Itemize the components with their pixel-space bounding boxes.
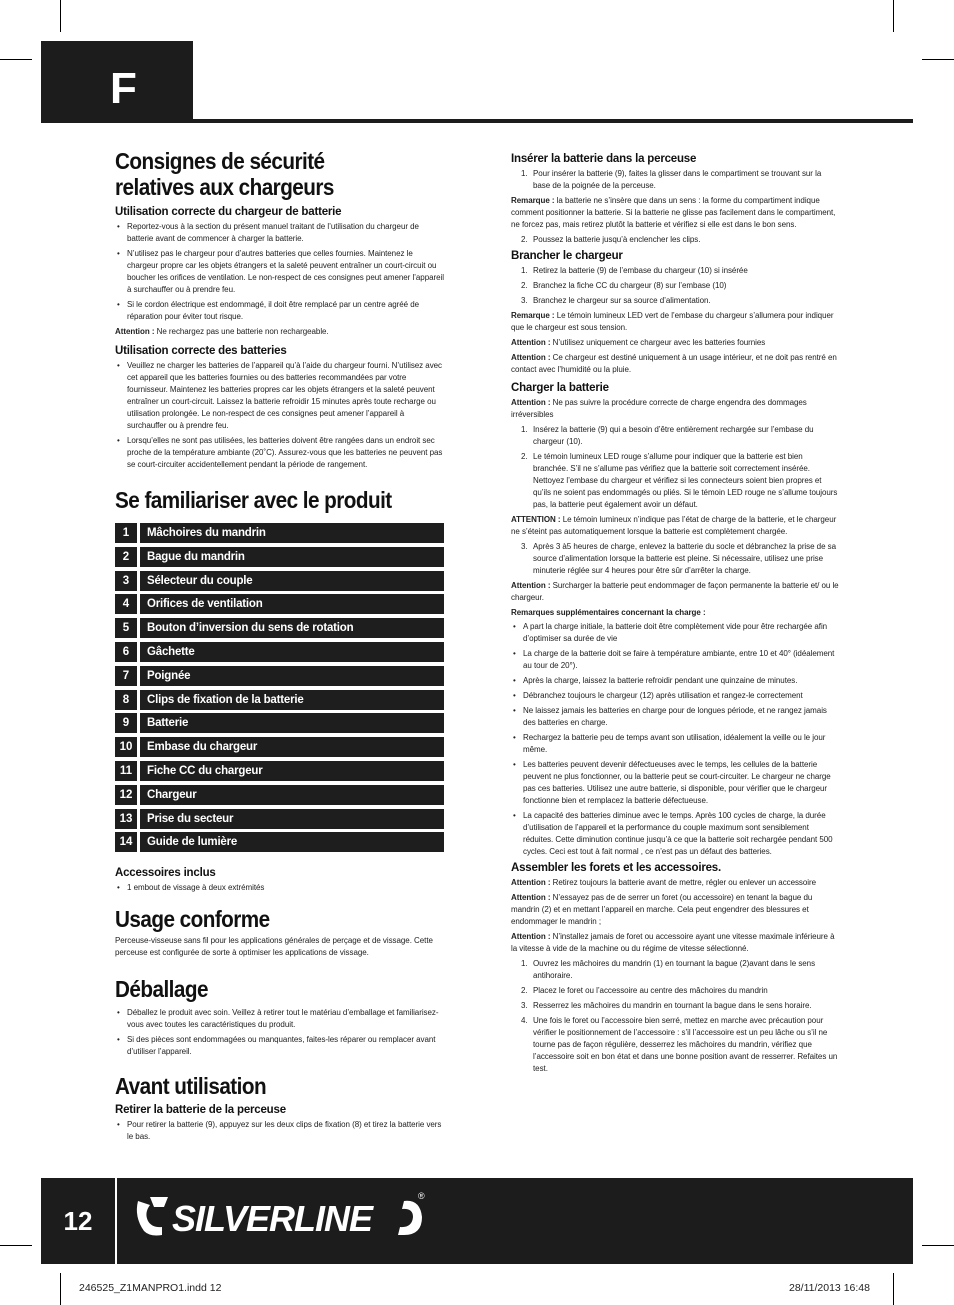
list-item: • Débranchez toujours le chargeur (12) après utilisation et rangez-le correctement <box>511 690 839 702</box>
subheading-accessories: Accessoires inclus <box>115 867 216 880</box>
heading-before-use: Avant utilisation <box>115 1073 267 1100</box>
part-row: 11 Fiche CC du chargeur <box>115 761 444 781</box>
attention-note: Attention : N’essayez pas de de serrer un foret (ou accessoire) en tenant la bague du mandrin (2) et en mettant l’appareil en marche. Cela peut engendrer des blessures et endommager le mandrin ; <box>511 893 813 926</box>
list-item: 2. Branchez la fiche CC du chargeur (8) sur l’embase (10) <box>521 281 727 290</box>
insert-steps-2 <box>511 234 839 246</box>
language-tab <box>41 41 193 123</box>
svg-text:®: ® <box>418 1191 425 1201</box>
list-item: 1. Ouvrez les mâchoires du mandrin (1) en tournant la bague (2)avant dans le sens antihoraire. <box>521 959 816 980</box>
list-item: • Après la charge, laissez la batterie refroidir pendant une quinzaine de minutes. <box>511 675 839 687</box>
subheading-insert-battery: Insérer la batterie dans la perceuse <box>511 153 697 165</box>
assemble-steps <box>511 958 839 1075</box>
remark-note: Remarque : Le témoin lumineux LED vert de l’embase du chargeur s’allumera pour indiquer que le chargeur est sous tension. <box>511 311 834 332</box>
charge-steps-3 <box>511 541 839 577</box>
part-row: 12 Chargeur <box>115 785 444 805</box>
connect-steps <box>511 265 839 307</box>
crop-mark <box>922 59 954 60</box>
attention-note: Attention : Ne pas suivre la procédure correcte de charge engendra des dommages irréversibles <box>511 398 807 419</box>
extra-bullets <box>511 621 839 858</box>
subheading-remove-battery: Retirer la batterie de la perceuse <box>115 1104 286 1117</box>
list-item: • Pour retirer la batterie (9), appuyez sur les deux clips de fixation (8) et tirez la batterie vers le bas. <box>115 1119 444 1143</box>
list-item: 1. Insérez la batterie (9) qui a besoin d’être entièrement rechargée sur l’embase du chargeur (10). <box>521 425 814 446</box>
heading-safety: Consignes de sécurité relatives aux chargeurs <box>115 148 334 200</box>
attention-note: Attention : N’installez jamais de foret ou accessoire ayant une vitesse maximale inférieure à la vitesse à vide de la machine ou du régime de vitesse sélectionné. <box>511 932 835 953</box>
part-row: 1 Mâchoires du mandrin <box>115 523 444 543</box>
attention-note: Attention : Retirez toujours la batterie avant de mettre, régler ou enlever un accessoire <box>511 878 817 887</box>
subheading-charger-use: Utilisation correcte du chargeur de batterie <box>115 206 342 218</box>
part-row: 14 Guide de lumière <box>115 832 444 852</box>
heading-usage: Usage conforme <box>115 906 270 933</box>
part-row: 6 Gâchette <box>115 642 444 662</box>
list-item: • La charge de la batterie doit se faire à température ambiante, entre 10 et 40° (idéalement au tour de 20°). <box>511 648 839 672</box>
accessory-bullets <box>115 882 444 894</box>
battery-bullets <box>115 360 444 471</box>
insert-steps <box>511 168 839 192</box>
heading-product: Se familiariser avec le produit <box>115 487 392 513</box>
attention-note: ATTENTION : Le témoin lumineux n’indique pas l’état de charge de la batterie, et le chargeur ne s’éteint pas automatiquement lorsque la batterie est complètement chargée. <box>511 515 837 536</box>
parts-list <box>115 523 444 852</box>
extra-remarks-title: Remarques supplémentaires concernant la charge : <box>511 608 706 617</box>
remove-bullets <box>115 1119 444 1143</box>
unpack-bullets <box>115 1007 444 1058</box>
crop-mark <box>0 1245 32 1246</box>
list-item: • 1 embout de vissage à deux extrémités <box>115 882 444 894</box>
crop-mark <box>60 0 61 32</box>
footer-divider <box>115 1178 117 1264</box>
part-row: 3 Sélecteur du couple <box>115 571 444 591</box>
remark-note: Remarque : la batterie ne s’insère que dans un sens : la forme du compartiment indique comment positionner la batterie. Si la batterie ne glisse pas facilement dans le compartiment, ne forcez pas, mais retirez plutôt la batterie et vérifiez si elle est dans le bon sens. <box>511 196 836 229</box>
list-item: • Déballez le produit avec soin. Veillez à retirer tout le matériau d’emballage et familiarisez-vous avec toutes les caractéristiques du produit. <box>115 1007 444 1031</box>
list-item: • La capacité des batteries diminue avec le temps. Après 100 cycles de charge, la durée d’utilisation de l’appareil et la performance du couple maximum sont sensiblement réduites. Cette diminution continue jusqu’à ce que la batterie soit rechargée pendant 500 cycles. Ceci est tout à fait normal , ce n’est pas un défaut des batteries. <box>511 810 839 858</box>
heading-unpacking: Déballage <box>115 976 208 1003</box>
list-item: • Rechargez la batterie peu de temps avant son utilisation, idéalement la veille ou le jour même. <box>511 732 839 756</box>
subheading-assemble: Assembler les forets et les accessoires. <box>511 862 721 874</box>
list-item: • Veuillez ne charger les batteries de l’appareil qu’à l’aide du chargeur fourni. N’utilisez avec cet appareil que les batteries fournies ou des batteries recommandées par votre fournisseur. Maintenez les batteries propres car les objets étrangers et la saleté peuvent entraîner un court-circuit. Laissez la batterie refroidir 15 minutes après toute recharge ou utilisation prolongée. Le non-respect de ces consignes peut amener l’appareil à surchauffer ou à prendre feu. <box>115 360 444 432</box>
right-column <box>511 152 839 1078</box>
part-row: 8 Clips de fixation de la batterie <box>115 690 444 710</box>
subheading-charge-battery: Charger la batterie <box>511 382 609 394</box>
attention-note: Attention : Surcharger la batterie peut endommager de façon permanente la batterie et/ ou le chargeur. <box>511 581 839 602</box>
list-item: • A part la charge initiale, la batterie doit être complètement vide pour être rechargée afin d’optimiser sa durée de vie <box>511 621 839 645</box>
part-row: 10 Embase du chargeur <box>115 737 444 757</box>
left-column <box>115 148 444 1146</box>
attention-note: Attention : Ce chargeur est destiné uniquement à un usage intérieur, et ne doit pas rentré en contact avec l’humidité ou la pluie. <box>511 353 837 374</box>
part-row: 13 Prise du secteur <box>115 809 444 829</box>
list-item: 4. Une fois le foret ou l’accessoire bien serré, mettez en marche avec précaution pour vérifier le positionnement de l’accessoire : s’il l’accessoire est un peu lâche ou s’il ne tourne pas de façon régulière, desserrez les mâchoires du mandrin, vérifiez que l’accessoire soit en bon état et dans une bonne position avant de resserrer. Refaites un test. <box>521 1016 838 1073</box>
list-item: • N’utilisez pas le chargeur pour d’autres batteries que celles fournies. Maintenez le chargeur propre car les objets étrangers et la saleté peuvent entraîner un court-circuit ou boucher les orifices de ventilation. Le non-respect de ces consignes peut amener l’appareil à surchauffer ou à prendre feu. <box>115 248 444 296</box>
footer-timestamp: 28/11/2013 16:48 <box>789 1282 870 1294</box>
list-item: 2. Placez le foret ou l’accessoire au centre des mâchoires du mandrin <box>521 986 768 995</box>
svg-text:SILVERLINE: SILVERLINE <box>172 1198 373 1239</box>
silverline-logo <box>132 1191 432 1248</box>
attention-note: Attention : N’utilisez uniquement ce chargeur avec les batteries fournies <box>511 338 766 347</box>
list-item: 2. Le témoin lumineux LED rouge s’allume pour indiquer que la batterie est bien branchée. S’il ne s’allume pas vérifiez que la batterie soit correctement insérée. Nettoyez l’embase du chargeur et vérifiez si les connecteurs soient bien propres et qu’ils ne soient pas endommagés ou pliés. Si le témoin LED rouge ne s’allume toujours pas, la batterie peut également avoir un défaut. <box>521 452 838 509</box>
language-letter: F <box>110 64 137 113</box>
part-row: 4 Orifices de ventilation <box>115 594 444 614</box>
crop-mark <box>893 0 894 32</box>
list-item: • Ne laissez jamais les batteries en charge pour de longues période, et ne rangez jamais des batteries en charge. <box>511 705 839 729</box>
page-number: 12 <box>63 1206 93 1236</box>
list-item: • Lorsqu’elles ne sont pas utilisées, les batteries doivent être rangées dans un endroit sec proche de la température ambiante (20˚C). Assurez-vous que les batteries ne peuvent pas se court-circuiter accidentellement pendant la période de rangement. <box>115 435 444 471</box>
charger-bullets <box>115 221 444 323</box>
list-item: 1. Retirez la batterie (9) de l’embase du chargeur (10) si insérée <box>521 266 748 275</box>
crop-mark <box>60 1273 61 1305</box>
charge-steps <box>511 424 839 511</box>
list-item: 3. Après 3 à5 heures de charge, enlevez la batterie du socle et débranchez la prise de sa source d’alimentation lorsque la batterie est pleine. Si nécessaire, utilisez une prise minuterie réglée sur 4 heures pour être sûr d’arrêter la charge. <box>521 542 837 575</box>
list-item: 3. Branchez le chargeur sur sa source d’alimentation. <box>521 296 711 305</box>
list-item: 2. Poussez la batterie jusqu’à enclencher les clips. <box>521 235 701 244</box>
list-item: • Reportez-vous à la section du présent manuel traitant de l’utilisation du chargeur de batterie avant de commencer à charger la batterie. <box>115 221 444 245</box>
subheading-connect-charger: Brancher le chargeur <box>511 250 623 262</box>
header-rule <box>41 119 913 123</box>
subheading-battery-use: Utilisation correcte des batteries <box>115 345 287 357</box>
part-row: 9 Batterie <box>115 713 444 733</box>
list-item: 3. Resserrez les mâchoires du mandrin en tournant la bague dans le sens horaire. <box>521 1001 812 1010</box>
list-item: • Les batteries peuvent devenir défectueuses avec le temps, les cellules de la batterie peuvent ne plus fonctionner, ou la batterie peut se court-circuiter. Le chargeur ne charge pas ces batteries. Utilisez une autre batterie, si disponible, pour vérifier que le chargeur fonctionne bien et remplacez la batterie défectueuse. <box>511 759 839 807</box>
part-row: 5 Bouton d’inversion du sens de rotation <box>115 618 444 638</box>
footer-file: 246525_Z1MANPRO1.indd 12 <box>79 1282 222 1294</box>
crop-mark <box>922 1245 954 1246</box>
list-item: • Si des pièces sont endommagées ou manquantes, faites-les réparer ou remplacer avant d’utiliser l’appareil. <box>115 1034 444 1058</box>
usage-text: Perceuse-visseuse sans fil pour les applications générales de perçage et de vissage. Cette perceuse est configurée de sorte à optimiser les applications de vissage. <box>115 936 433 958</box>
list-item: 1. Pour insérer la batterie (9), faites la glisser dans le compartiment se trouvant sur la base de la poignée de la perceuse. <box>521 169 822 190</box>
attention-note: Attention : Ne rechargez pas une batterie non rechargeable. <box>115 327 329 336</box>
crop-mark <box>0 59 32 60</box>
crop-mark <box>893 1273 894 1305</box>
part-row: 2 Bague du mandrin <box>115 547 444 567</box>
part-row: 7 Poignée <box>115 666 444 686</box>
list-item: • Si le cordon électrique est endommagé, il doit être remplacé par un centre agréé de réparation pour éviter tout risque. <box>115 299 444 323</box>
